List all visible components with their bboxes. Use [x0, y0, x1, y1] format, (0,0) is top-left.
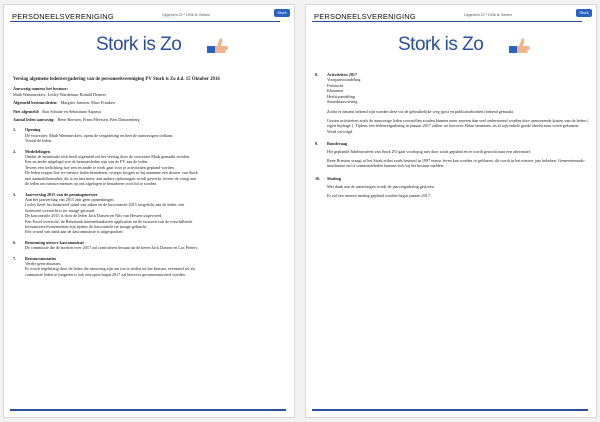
board-absent — [13, 100, 287, 105]
thumbs-up-icon — [207, 37, 233, 55]
section-line: Verder geen mutaties. — [25, 260, 62, 266]
header-title: PERSONEELSVERENIGING — [12, 12, 114, 21]
header-divider — [10, 21, 280, 22]
section-line: Een woord van dank aan de kascommissie is uitgesproken. — [25, 229, 124, 235]
agenda-section — [13, 256, 287, 278]
section-paragraph: Met dank aan de aanwezigen wordt de jaarvergadering gesloten. — [327, 184, 435, 190]
section-line: de leden om nieuwe mensen op ons afgelopen te benaderen voor lid te worden. — [25, 181, 158, 187]
members-label: Aantal leden aanwezig: — [13, 117, 55, 123]
board-absent-label: Afgemeld bestuursleden: — [13, 100, 58, 106]
not-absent — [13, 109, 287, 114]
agenda-section — [13, 240, 287, 251]
section-body — [327, 141, 589, 169]
board-absent-names: Margriet Janssen, Marc Franken — [60, 100, 115, 106]
section-title: Jaarverslag 2015 van de penningmeester — [25, 191, 98, 197]
agenda-section — [13, 149, 287, 187]
section-number: 6. — [13, 239, 17, 245]
section-body — [25, 240, 287, 251]
section-line: De kascontrole 2015 is door de leden Jack Dassen en Nils van Hessen uitgevoerd. — [25, 213, 163, 219]
not-absent-names: Ron Schutte en Sebastiaan Aipassa — [42, 108, 101, 114]
section-title: Activiteiten 2017 — [327, 72, 358, 77]
section-line: Vooral de leden. — [25, 138, 53, 144]
section-number: 8. — [315, 72, 319, 77]
section-paragraph: Het geplande Jubileumfeest van Stork ZO gaat voorlopig niet door zoals gepland en er wordt gezocht naar een alternatief. — [327, 149, 532, 155]
section-line: Een en ander uitgelegd wie de bestuursleden zijn van de PV aan de leden. — [25, 159, 149, 165]
agenda-section — [315, 176, 589, 198]
section-title: Rondvraag — [327, 141, 348, 147]
right-sections — [315, 72, 589, 198]
left-sections — [13, 127, 287, 277]
section-number: 3. — [13, 191, 17, 197]
not-absent-label: Niet afgemeld: — [13, 108, 40, 114]
activity-item: Sinterklaasviering — [327, 99, 358, 105]
footer-divider — [312, 409, 588, 411]
section-paragraph: Rene Boesten vraagt of het Stork etiket zoals bestond in 1997 nieuw leven kan worden in geblazen, dit wordt in het nieuwe jaar bekeken. Gemeenteraads-mutiliarten en/of commissieleden kunnen zich bij het bestuur melden. — [327, 157, 586, 169]
thumbs-up-icon — [509, 37, 535, 55]
header-divider — [312, 21, 582, 22]
footer-divider — [10, 409, 286, 411]
members-names: Rene Boesten, Frans Meessen, Bert Dautzenberg — [57, 117, 140, 123]
section-body — [25, 256, 287, 278]
section-body — [25, 127, 287, 143]
page-left — [3, 4, 295, 418]
right-content — [315, 72, 589, 198]
section-line: Aan het jaarverslag van 2015 zijn geen opmerkingen. — [25, 196, 115, 202]
activity-item: Voorjaarswandeling — [327, 77, 361, 83]
agenda-section — [13, 192, 287, 235]
section-body — [327, 72, 589, 134]
section-line: Lesley heeft het financieel stand van zaken en de kascontrole 2015 toegelicht aan de leden, een — [25, 202, 185, 208]
section-line: De voorzitter, Math Wammeckers, opent de vergadering en heet de aanwezigen welkom. — [25, 132, 174, 138]
section-line: financieel overzicht is ter inzage getoond. — [25, 207, 95, 213]
section-body — [25, 149, 287, 187]
section-paragraph: Er zal een nieuwe meting gepland worden begin januari 2017. — [327, 192, 431, 198]
section-number: 1. — [13, 127, 17, 133]
section-line: De leden vragen hoe we nieuwe leden benaderen, vroeger krijgen ze bij aanname een dossier van Stork — [25, 170, 198, 176]
activity-item: Klimmen — [327, 88, 343, 94]
section-line: leveranciers/evenementen zijn tijdens de kascontrole ter inzage gebracht. — [25, 223, 148, 229]
section-line: Tevens een toelichting hoe een en ander te werk gaat voor je activiteiten gepland worden. — [25, 164, 175, 170]
activity-item: Herfstwandeling — [327, 93, 355, 99]
page-right — [305, 4, 597, 418]
stork-badge: Stork — [274, 9, 290, 17]
members-present — [13, 117, 287, 122]
section-line: Er wordt regelmatig door de leden die aanwezig zijn om toe te treden tot het bestuur, eventueel ter als — [25, 266, 196, 272]
header-title: PERSONEELSVERENIGING — [314, 12, 416, 21]
left-content — [13, 77, 287, 277]
section-line: Een Excel overzicht, de Rabobank internetbankieren applicaties en de facturen van de verschillende — [25, 218, 193, 224]
section-number: 10. — [315, 175, 321, 181]
section-number: 7. — [13, 255, 17, 261]
stork-badge: Stork — [576, 9, 592, 17]
section-line: Omdat de notarisatie zich heeft afgemeld zal het verslag door de voorzitter Math gemaakt worden. — [25, 154, 190, 160]
present-names: Math Wammeckers, Lesley Wardeman, Ronald Demers — [13, 91, 107, 97]
section-title: Sluiting — [327, 175, 341, 181]
section-title: Opening — [25, 127, 41, 133]
section-body — [25, 192, 287, 235]
logo-text: Stork is Zo — [96, 34, 182, 55]
section-line: met aanmeldformulier, dit is nu niet meer, aan andere oplossingen wordt gewerkt, tevens de vraag aan — [25, 175, 196, 181]
section-line: De commissie die de boeken over 2017 zal controleren bestaat uit de heren Jack Dassen en Luc Pieters. — [25, 245, 199, 251]
document-title: Verslag algemene ledenvergadering van de personeelsvereniging PV Stork is Zo d.d. 15 Oktober 2016 — [13, 77, 220, 82]
header-small-text: Opgericht 22 ² 1936 te Gelsen — [162, 13, 211, 17]
agenda-section — [315, 141, 589, 169]
logo-text: Stork is Zo — [398, 34, 484, 55]
present-label: Aanwezig namens het bestuur: — [13, 86, 69, 92]
section-number: 9. — [315, 141, 319, 147]
section-paragraph: Gezien activiteiten zoals de aanwezige leden voorstellen zouden kunnen meer moeten dan veel ondersteund worden door aanwezende kosten van de leden ( eigen bijdrage ). Tijdens een ledenvergadering in januari 2017 zullen we hierover. Brian stemmen, en al zijn enkele goede ideeën naar voren gekomen. Word vervolgd. — [327, 117, 589, 134]
section-body — [327, 176, 589, 198]
section-title: Benoeming nieuwe kascommissie — [25, 239, 85, 245]
section-number: 2. — [13, 148, 17, 154]
section-paragraph: Zodra er datums bekend zijn worden deze via de gebruikelijke weg (post en publicatieborden) bekend gemaakt. — [327, 109, 514, 115]
section-title: Bestuursmutaties — [25, 255, 57, 261]
activity-item: Fietstocht — [327, 82, 344, 88]
header-small-text: Opgericht 22 ² 1936 te Gelsen — [464, 13, 513, 17]
agenda-section — [315, 72, 589, 134]
agenda-section — [13, 127, 287, 143]
section-title: Mededelingen — [25, 148, 51, 154]
section-line: commissie leden te fungeren is ook een optie begin 2017 zal hierover gecommuniceerd worden. — [25, 271, 186, 277]
